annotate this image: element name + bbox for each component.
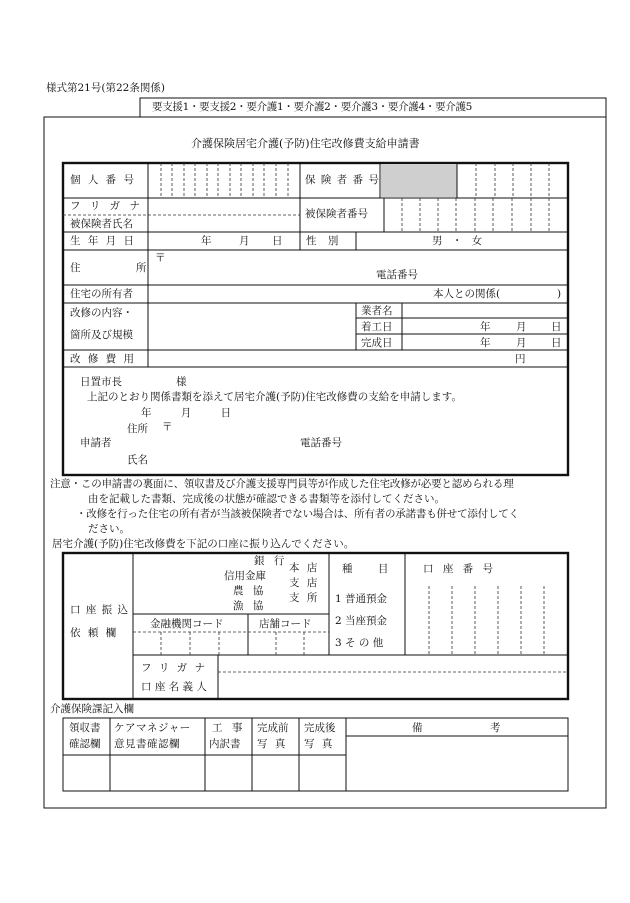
- breakdown-label-b: 内訳書: [209, 738, 241, 750]
- account-number-input[interactable]: [406, 587, 567, 654]
- institution-name-input[interactable]: [134, 554, 224, 613]
- inst-bank: 銀 行: [254, 555, 285, 567]
- yen-unit: 円: [515, 353, 526, 365]
- cost-label: 改 修 費 用: [70, 353, 137, 365]
- birth-day-unit: 日: [272, 235, 283, 247]
- breakdown-label-a: 工 事: [212, 722, 243, 734]
- branch-main: 本 店: [289, 562, 318, 574]
- before-photo-label-a: 完成前: [257, 722, 289, 734]
- renovation-content-label-2: 箇所及び規模: [70, 329, 133, 341]
- note-1-line-2: 由を記載した書類、完成後の状態が確認できる書類等を添付してください。: [88, 493, 445, 505]
- branch-code-label: 店舗コード: [259, 618, 312, 630]
- declaration-postal-mark: 〒: [162, 421, 173, 433]
- institution-code-label: 金融機関コード: [150, 618, 224, 630]
- phone-label: 電話番号: [376, 269, 418, 281]
- care-manager-label-b: 意見書確認欄: [114, 738, 180, 750]
- completion-date-label: 完成日: [361, 337, 393, 349]
- insured-name-label: 被保険者氏名: [70, 218, 133, 230]
- addressee: 日置市長: [80, 376, 122, 388]
- after-photo-label-a: 完成後: [304, 722, 336, 734]
- holder-label: 口 座 名 義 人: [141, 681, 207, 693]
- account-type-1[interactable]: 1 普通預金: [335, 593, 388, 605]
- insurer-number-input[interactable]: [458, 164, 567, 197]
- declaration-phone-label: 電話番号: [300, 437, 342, 449]
- holder-name-input[interactable]: [219, 673, 567, 698]
- office-section-title: 介護保険課記入欄: [50, 703, 134, 715]
- before-photo-label-b: 写 真: [257, 738, 286, 750]
- account-type-2[interactable]: 2 当座預金: [335, 615, 388, 627]
- declaration-statement: 上記のとおり関係書類を添えて居宅介護(予防)住宅改修費の支給を申請します。: [87, 391, 462, 403]
- completion-month-unit: 月: [516, 337, 527, 349]
- account-type-3[interactable]: 3 そ の 他: [335, 637, 384, 649]
- completion-year-unit: 年: [480, 337, 491, 349]
- insured-number-label: 被保険者番号: [305, 208, 368, 220]
- renovation-content-label-1: 改修の内容・: [70, 307, 133, 319]
- transfer-label-1: 口 座 振 込: [70, 604, 130, 616]
- personal-number-label: 個 人 番 号: [70, 174, 137, 186]
- start-year-unit: 年: [480, 321, 491, 333]
- gender-label: 性 別: [306, 235, 343, 247]
- form-number: 様式第21号(第22条関係): [46, 82, 165, 94]
- insured-name-input[interactable]: [149, 216, 299, 231]
- relation-close: ): [557, 288, 562, 300]
- declaration-name-label: 氏名: [127, 454, 148, 466]
- postal-mark: 〒: [155, 252, 166, 264]
- account-number-label: 口 座 番 号: [423, 563, 497, 575]
- branch-office: 支 所: [289, 592, 318, 604]
- inst-credit: 信用金庫: [224, 570, 266, 582]
- transfer-label-2: 依 頼 欄: [70, 627, 119, 639]
- start-day-unit: 日: [551, 321, 562, 333]
- note-1-line-1: 注意・この申請書の裏面に、領収書及び介護支援専門員等が作成した住宅改修が必要と認められる理: [50, 478, 514, 490]
- insurer-number-label: 保 険 者 番 号: [305, 174, 380, 186]
- branch-branch: 支 店: [289, 577, 318, 589]
- insured-number-input[interactable]: [385, 199, 567, 231]
- holder-furigana-label: フ リ ガ ナ: [141, 662, 208, 674]
- furigana-input[interactable]: [149, 199, 299, 214]
- renovation-content-input[interactable]: [149, 304, 355, 349]
- care-manager-label-a: ケアマネジャー: [114, 722, 191, 734]
- birth-month-unit: 月: [239, 235, 250, 247]
- furigana-label: フ リ ガ ナ: [70, 200, 144, 212]
- inst-fish: 漁 協: [233, 600, 264, 612]
- cost-input[interactable]: [149, 351, 509, 366]
- declaration-address-label: 住所: [127, 423, 148, 435]
- note-2-line-2: ださい。: [88, 523, 130, 535]
- receipt-check-label-a: 領収書: [69, 722, 101, 734]
- form-title: 介護保険居宅介護(予防)住宅改修費支給申請書: [191, 137, 420, 150]
- inst-agri: 農 協: [233, 585, 264, 597]
- note-2-line-1: ・改修を行った住宅の所有者が当該被保険者でない場合は、所有者の承諾書も併せて添付してく: [76, 508, 519, 520]
- bank-intro: 居宅介護(予防)住宅改修費を下記の口座に振り込んでください。: [52, 538, 355, 550]
- address-input[interactable]: [149, 251, 567, 284]
- account-type-header: 種 目: [342, 563, 389, 575]
- birth-year-unit: 年: [201, 235, 212, 247]
- remarks-label: 備 考: [412, 722, 501, 734]
- applicant-label: 申請者: [80, 437, 112, 449]
- address-label: 住 所: [70, 262, 147, 274]
- completion-day-unit: 日: [551, 337, 562, 349]
- honorific: 様: [176, 376, 187, 388]
- relation-label: 本人との関係(: [433, 288, 501, 300]
- personal-number-input[interactable]: [149, 164, 299, 197]
- care-level-options: 要支援1・要支援2・要介護1・要介護2・要介護3・要介護4・要介護5: [152, 101, 473, 113]
- gender-options[interactable]: 男 ・ 女: [432, 235, 486, 247]
- institution-code-input[interactable]: [134, 633, 247, 654]
- owner-label: 住宅の所有者: [70, 288, 133, 300]
- owner-input[interactable]: [149, 286, 419, 302]
- declaration-date[interactable]: 年 月 日: [141, 407, 232, 419]
- after-photo-label-b: 写 真: [304, 738, 333, 750]
- holder-furigana-input[interactable]: [219, 656, 567, 671]
- birth-date-label: 生 年 月 日: [70, 235, 137, 247]
- branch-code-input[interactable]: [249, 633, 328, 654]
- start-month-unit: 月: [516, 321, 527, 333]
- contractor-input[interactable]: [403, 304, 567, 317]
- receipt-check-label-b: 確認欄: [69, 738, 101, 750]
- contractor-label: 業者名: [361, 305, 393, 317]
- start-date-label: 着工日: [361, 321, 393, 333]
